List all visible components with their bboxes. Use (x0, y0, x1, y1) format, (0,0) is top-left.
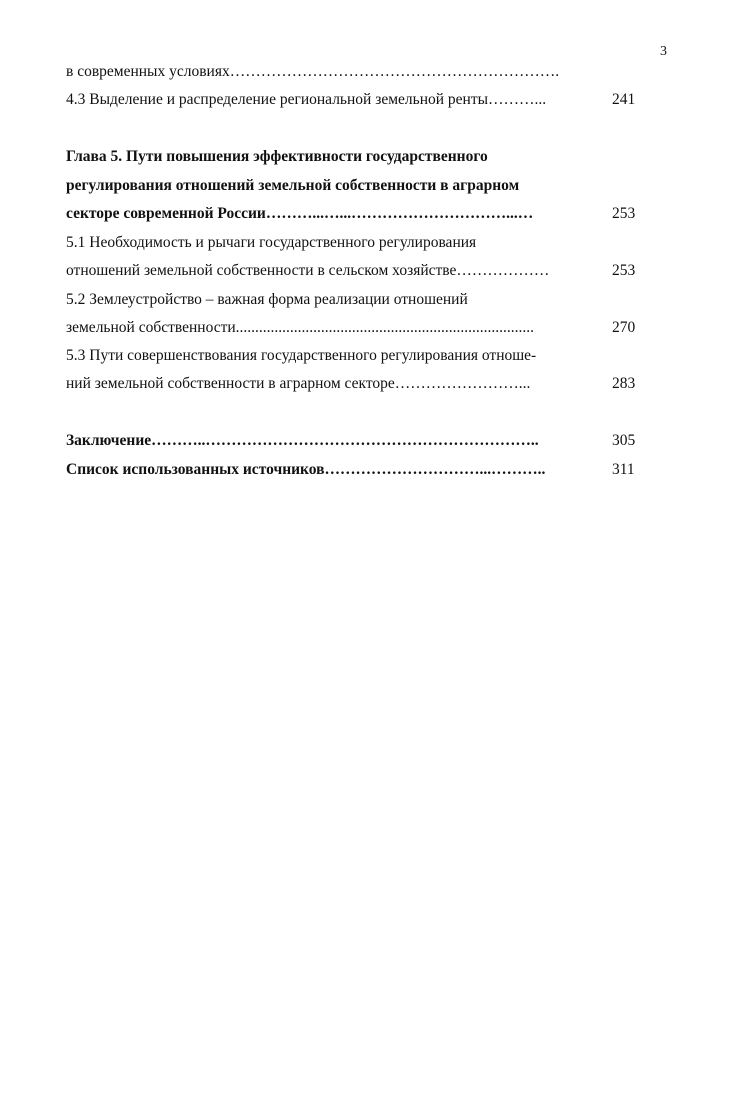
toc-page-conclusion: 305 (612, 432, 636, 449)
toc-chapter-5-title-line3: секторе современной России………...…...…………………………...… (66, 205, 534, 222)
toc-page-5-3: 283 (612, 375, 636, 392)
toc-entry-continuation: в современных условиях………………………………………………………. (66, 63, 560, 80)
toc-page-chapter-5: 253 (612, 205, 636, 222)
toc-page-4-3: 241 (612, 91, 636, 108)
toc-entry-5-1-line2: отношений земельной собственности в сельском хозяйстве……………… (66, 262, 550, 279)
toc-page-references: 311 (612, 461, 635, 478)
toc-entry-5-2-line2: земельной собственности............................................................................. (66, 319, 535, 336)
toc-conclusion: Заключение………..……………………………………………………….. (66, 432, 539, 449)
toc-entry-5-3-line2: ний земельной собственности в аграрном секторе……………………... (66, 375, 531, 392)
page-number: 3 (660, 44, 667, 59)
toc-references: Список использованных источников…………………………...……….. (66, 461, 546, 478)
toc-entry-5-1-line1: 5.1 Необходимость и рычаги государственного регулирования (66, 234, 477, 251)
toc-page-5-2: 270 (612, 319, 636, 336)
toc-entry-5-3-line1: 5.3 Пути совершенствования государственного регулирования отноше- (66, 347, 537, 364)
toc-entry-5-2-line1: 5.2 Землеустройство – важная форма реализации отношений (66, 291, 468, 308)
toc-page-5-1: 253 (612, 262, 636, 279)
toc-chapter-5-title-line1: Глава 5. Пути повышения эффективности государственного (66, 148, 488, 165)
toc-chapter-5-title-line2: регулирования отношений земельной собственности в аграрном (66, 177, 520, 194)
toc-entry-4-3: 4.3 Выделение и распределение региональной земельной ренты………... (66, 91, 547, 108)
